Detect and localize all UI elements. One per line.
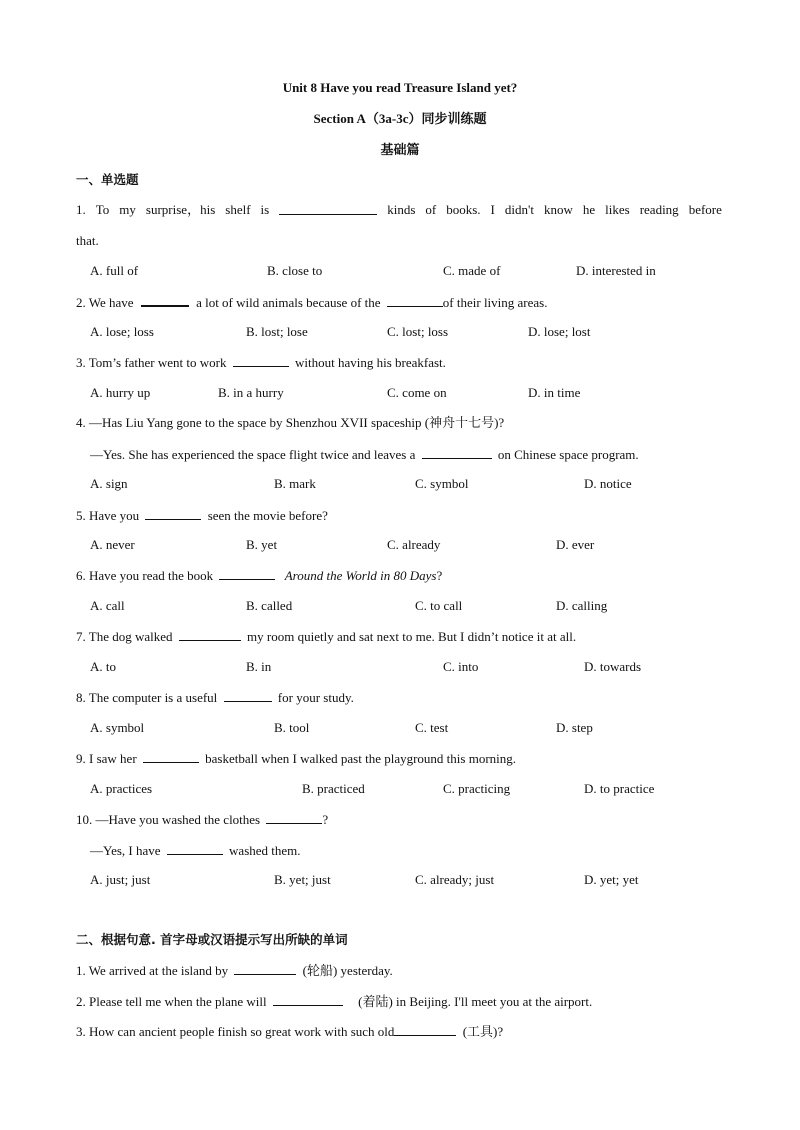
q4-option-a[interactable]: A. sign — [90, 476, 128, 491]
q7-text: 7. The dog walked — [76, 629, 173, 644]
s2-text: (轮船) yesterday. — [302, 963, 393, 978]
s2-text: 2. Please tell me when the plane will — [76, 994, 267, 1009]
q1-option-c[interactable]: C. made of — [443, 263, 501, 278]
q10-text: washed them. — [229, 843, 301, 858]
q7-stem — [76, 628, 576, 645]
q9-text: basketball when I walked past the playground this morning. — [205, 751, 517, 766]
q2-option-b[interactable]: B. lost; lose — [246, 324, 308, 339]
q4-reply — [90, 446, 639, 463]
q8-text: for your study. — [277, 690, 354, 705]
q6-text: 6. Have you read the book — [76, 568, 214, 583]
answer-blank — [141, 293, 189, 307]
q4-text: on Chinese space program. — [497, 447, 639, 462]
q5-option-c[interactable]: C. already — [387, 537, 441, 552]
answer-blank — [143, 750, 199, 763]
q9-option-c[interactable]: C. practicing — [443, 781, 511, 796]
q5-stem — [76, 507, 328, 524]
page-subtitle: Section A（3a-3c）同步训练题 — [313, 111, 487, 126]
q5-option-d[interactable]: D. ever — [556, 537, 595, 552]
q9-option-a[interactable]: A. practices — [90, 781, 153, 796]
q3-option-a[interactable]: A. hurry up — [90, 385, 151, 400]
q10-text: ? — [322, 812, 329, 827]
q1-word: know — [543, 202, 573, 217]
q10-text: —Yes, I have — [90, 843, 161, 858]
q1-line2: that. — [76, 233, 99, 248]
answer-blank[interactable] — [234, 962, 296, 975]
q7-option-b[interactable]: B. in — [246, 659, 272, 674]
q1-word: is — [260, 202, 270, 217]
q6-stem — [76, 567, 442, 584]
answer-blank — [279, 202, 377, 215]
q1-word: my — [119, 202, 136, 217]
q7-option-c[interactable]: C. into — [443, 659, 479, 674]
q5-option-a[interactable]: A. never — [90, 537, 135, 552]
q1-word: he — [582, 202, 596, 217]
answer-blank — [224, 689, 272, 702]
section2-heading: 二、根据句意. 首字母或汉语提示写出所缺的单词 — [76, 932, 348, 947]
q2-text: of their living areas. — [442, 295, 548, 310]
answer-blank[interactable] — [394, 1023, 456, 1036]
level-label: 基础篇 — [380, 142, 420, 157]
q1-word: before — [688, 202, 722, 217]
s2-text: 1. We arrived at the island by — [76, 963, 229, 978]
q1-word: surprise，his — [145, 202, 216, 217]
q6-option-c[interactable]: C. to call — [415, 598, 463, 613]
q6-option-b[interactable]: B. called — [246, 598, 293, 613]
q8-stem — [76, 689, 354, 706]
q10-option-a[interactable]: A. just; just — [90, 872, 151, 887]
q5-option-b[interactable]: B. yet — [246, 537, 278, 552]
q6-book-title: Around the World in 80 Days — [284, 568, 437, 583]
q5-text: 5. Have you — [76, 508, 140, 523]
q2-option-a[interactable]: A. lose; loss — [90, 324, 154, 339]
q9-text: 9. I saw her — [76, 751, 137, 766]
s2-text: 3. How can ancient people finish so great work with such old — [76, 1024, 395, 1039]
q9-option-d[interactable]: D. to practice — [584, 781, 655, 796]
answer-blank — [387, 294, 443, 307]
answer-blank[interactable] — [273, 993, 343, 1006]
q4-option-d[interactable]: D. notice — [584, 476, 632, 491]
q1-word: kinds — [387, 202, 416, 217]
q6-text: ? — [436, 568, 443, 583]
q3-stem — [76, 354, 446, 371]
q1-word: likes — [605, 202, 630, 217]
q3-text: without having his breakfast. — [295, 355, 446, 370]
section1-heading: 一、单选题 — [76, 172, 139, 187]
q10-option-c[interactable]: C. already; just — [415, 872, 495, 887]
q10-option-b[interactable]: B. yet; just — [274, 872, 331, 887]
q2-stem — [76, 293, 547, 311]
q2-text: a lot of wild animals because of the — [196, 295, 381, 310]
page-title: Unit 8 Have you read Treasure Island yet? — [282, 80, 518, 95]
s2-text: (着陆) in Beijing. I'll meet you at the airport. — [358, 994, 593, 1009]
q1-word: 1. — [76, 202, 86, 217]
q2-option-c[interactable]: C. lost; loss — [387, 324, 449, 339]
s2-text: (工具)? — [462, 1024, 504, 1039]
q3-text: 3. Tom’s father went to work — [76, 355, 227, 370]
q5-text: seen the movie before? — [207, 508, 328, 523]
q9-stem — [76, 750, 516, 767]
q3-option-b[interactable]: B. in a hurry — [218, 385, 284, 400]
q4-text: —Yes. She has experienced the space flight twice and leaves a — [90, 447, 416, 462]
q1-word: shelf — [225, 202, 251, 217]
q10-stem — [76, 811, 328, 828]
q1-option-b[interactable]: B. close to — [267, 263, 323, 278]
q4-option-b[interactable]: B. mark — [274, 476, 316, 491]
q1-option-d[interactable]: D. interested in — [576, 263, 656, 278]
q3-option-c[interactable]: C. come on — [387, 385, 447, 400]
answer-blank — [167, 842, 223, 855]
answer-blank — [233, 354, 289, 367]
q1-option-a[interactable]: A. full of — [90, 263, 139, 278]
q10-option-d[interactable]: D. yet; yet — [584, 872, 639, 887]
s2-item-2 — [76, 993, 592, 1010]
q6-option-a[interactable]: A. call — [90, 598, 125, 613]
q4-option-c[interactable]: C. symbol — [415, 476, 469, 491]
q7-text: my room quietly and sat next to me. But I didn’t notice it at all. — [247, 629, 577, 644]
q8-option-b[interactable]: B. tool — [274, 720, 310, 735]
q8-option-c[interactable]: C. test — [415, 720, 449, 735]
q10-reply — [90, 842, 301, 859]
q2-option-d[interactable]: D. lose; lost — [528, 324, 591, 339]
q8-option-a[interactable]: A. symbol — [90, 720, 145, 735]
s2-item-1 — [76, 962, 393, 979]
q1-word: didn't — [504, 202, 534, 217]
answer-blank — [266, 811, 322, 824]
q1-word: books. — [446, 202, 481, 217]
answer-blank — [145, 507, 201, 520]
q8-option-d[interactable]: D. step — [556, 720, 593, 735]
q1-word: I — [490, 202, 495, 217]
q7-option-a[interactable]: A. to — [90, 659, 116, 674]
q1-word: To — [95, 202, 110, 217]
q9-option-b[interactable]: B. practiced — [302, 781, 365, 796]
answer-blank — [422, 446, 492, 459]
q1-word: of — [425, 202, 437, 217]
q2-text: 2. We have — [76, 295, 134, 310]
q6-option-d[interactable]: D. calling — [556, 598, 608, 613]
s2-item-3 — [76, 1023, 503, 1040]
q1-line1 — [76, 202, 722, 218]
q3-option-d[interactable]: D. in time — [528, 385, 581, 400]
q7-option-d[interactable]: D. towards — [584, 659, 642, 674]
q4-stem: 4. —Has Liu Yang gone to the space by Shenzhou XVII spaceship (神舟十七号)? — [76, 415, 505, 430]
answer-blank — [219, 567, 275, 580]
answer-blank — [179, 628, 241, 641]
q10-text: 10. —Have you washed the clothes — [76, 812, 261, 827]
q1-word: reading — [639, 202, 679, 217]
q8-text: 8. The computer is a useful — [76, 690, 218, 705]
